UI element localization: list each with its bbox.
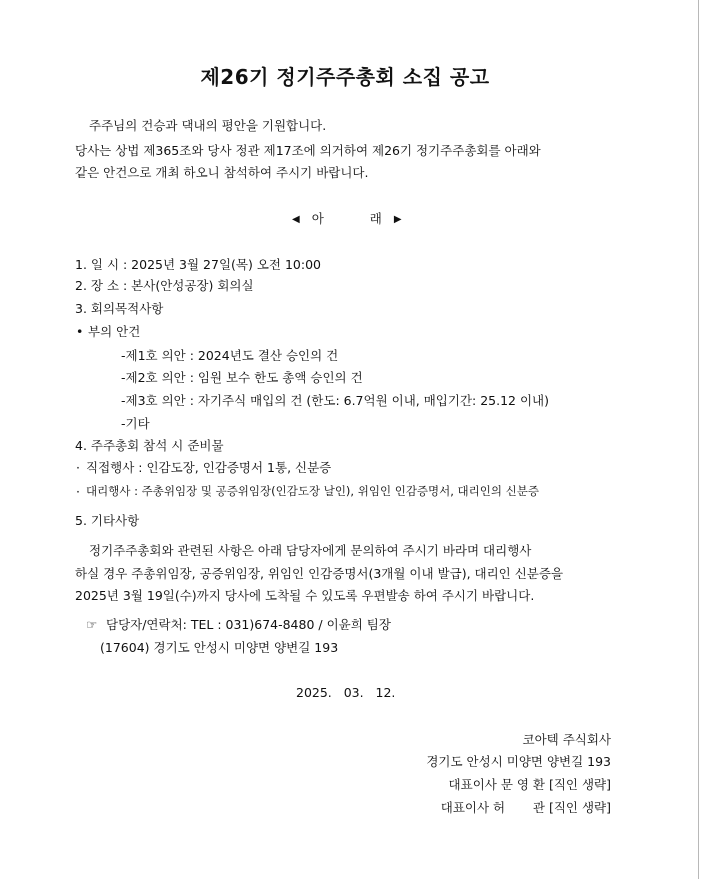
materials-direct: 직접행사 : 인감도장, 인감증명서 1통, 신분증: [86, 460, 332, 475]
agenda-item-4: -기타: [121, 416, 150, 431]
direct-bullet: ·: [76, 460, 80, 475]
intro-line-1: 주주님의 건승과 댁내의 평안을 기원합니다.: [89, 118, 327, 133]
page-title: 제26기 정기주주총회 소집 공고: [200, 65, 490, 89]
other-body-line-3: 2025년 3월 19일(수)까지 당사에 도착될 수 있도록 우편발송 하여 주시기 바랍니다.: [75, 588, 535, 603]
item-other: 5. 기타사항: [75, 513, 140, 528]
right-triangle-icon: ▶: [393, 214, 402, 225]
item-place: 2. 장 소 : 본사(안성공장) 회의실: [75, 278, 254, 293]
contact-person: 담당자/연락처: TEL : 031)674-8480 / 이윤희 팀장: [106, 617, 391, 632]
notice-date: 2025. 03. 12.: [296, 685, 396, 700]
section-header-left: 아: [311, 211, 324, 226]
proxy-bullet: ·: [76, 484, 80, 499]
other-body-line-1: 정기주주총회와 관련된 사항은 아래 담당자에게 문의하여 주시기 바라며 대리행사: [89, 543, 532, 558]
ceo-2: 대표이사 허 관 [직인 생략]: [440, 800, 611, 815]
item-datetime: 1. 일 시 : 2025년 3월 27일(목) 오전 10:00: [75, 257, 321, 272]
other-body-line-2: 하실 경우 주총위임장, 공증위임장, 위임인 인감증명서(3개월 이내 발급), 대리인 신분증을: [75, 566, 564, 581]
company-address: 경기도 안성시 미양면 양변길 193: [426, 754, 611, 769]
agenda-item-2: -제2호 의안 : 임원 보수 한도 총액 승인의 건: [121, 370, 363, 385]
materials-proxy: 대리행사 : 주총위임장 및 공증위임장(인감도장 날인), 위임인 인감증명서, 대리인의 신분증: [86, 484, 539, 498]
agenda-bullet: •: [76, 324, 84, 339]
section-header: [292, 213, 402, 226]
agenda-item-1: -제1호 의안 : 2024년도 결산 승인의 건: [121, 348, 339, 363]
contact-address: (17604) 경기도 안성시 미양면 양변길 193: [100, 640, 339, 655]
item-materials: 4. 주주총회 참석 시 준비물: [75, 438, 224, 453]
agenda-item-3: -제3호 의안 : 자기주식 매입의 건 (한도: 6.7억원 이내, 매입기간: 25.12 이내): [121, 393, 549, 408]
agenda-heading: 부의 안건: [88, 324, 141, 339]
intro-line-3: 같은 안건으로 개최 하오니 참석하여 주시기 바랍니다.: [75, 165, 369, 180]
section-header-right: 래: [369, 211, 382, 226]
company-name: 코아텍 주식회사: [522, 732, 611, 747]
item-purpose: 3. 회의목적사항: [75, 301, 164, 316]
ceo-1: 대표이사 문 영 환 [직인 생략]: [448, 777, 611, 792]
intro-line-2: 당사는 상법 제365조와 당사 정관 제17조에 의거하여 제26기 정기주주총회를 아래와: [75, 143, 541, 158]
page-border: [698, 0, 699, 879]
left-triangle-icon: ◀: [292, 214, 300, 225]
pointing-hand-icon: ☞: [86, 617, 98, 632]
